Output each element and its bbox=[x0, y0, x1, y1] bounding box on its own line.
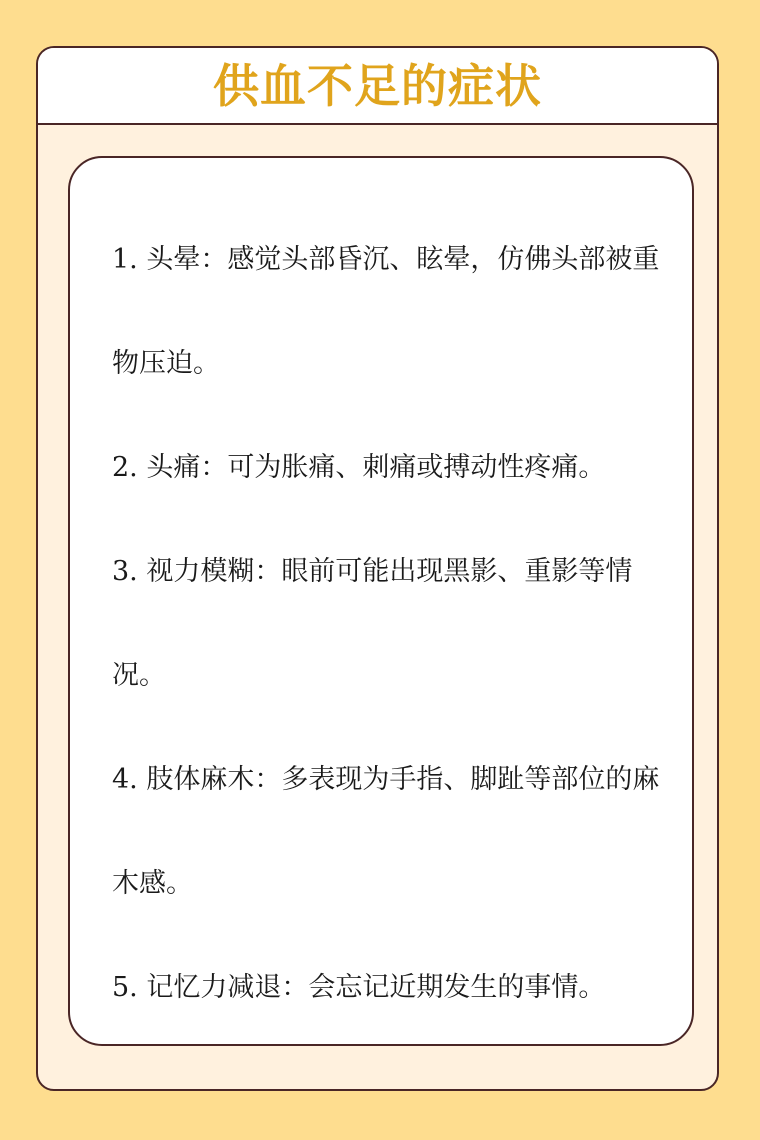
item-number: 5. bbox=[112, 972, 138, 1003]
list-item bbox=[112, 520, 672, 728]
content-panel bbox=[68, 156, 694, 1046]
symptom-list bbox=[112, 208, 672, 1040]
page-title: 供血不足的症状 bbox=[213, 58, 542, 113]
item-text: 头晕：感觉头部昏沉、眩晕，仿佛头部被重物压迫。 bbox=[112, 244, 660, 379]
item-number: 1. bbox=[112, 244, 138, 275]
item-text: 肢体麻木：多表现为手指、脚趾等部位的麻木感。 bbox=[112, 764, 660, 899]
list-item bbox=[112, 208, 672, 416]
item-text: 头痛：可为胀痛、刺痛或搏动性疼痛。 bbox=[146, 452, 606, 483]
list-item bbox=[112, 416, 672, 520]
list-item bbox=[112, 936, 672, 1040]
item-number: 4. bbox=[112, 764, 138, 795]
list-item bbox=[112, 728, 672, 936]
card-header bbox=[38, 48, 717, 125]
symptom-card bbox=[36, 46, 719, 1091]
item-number: 3. bbox=[112, 556, 138, 587]
item-number: 2. bbox=[112, 452, 138, 483]
item-text: 记忆力减退：会忘记近期发生的事情。 bbox=[146, 972, 606, 1003]
item-text: 视力模糊：眼前可能出现黑影、重影等情况。 bbox=[112, 556, 633, 691]
